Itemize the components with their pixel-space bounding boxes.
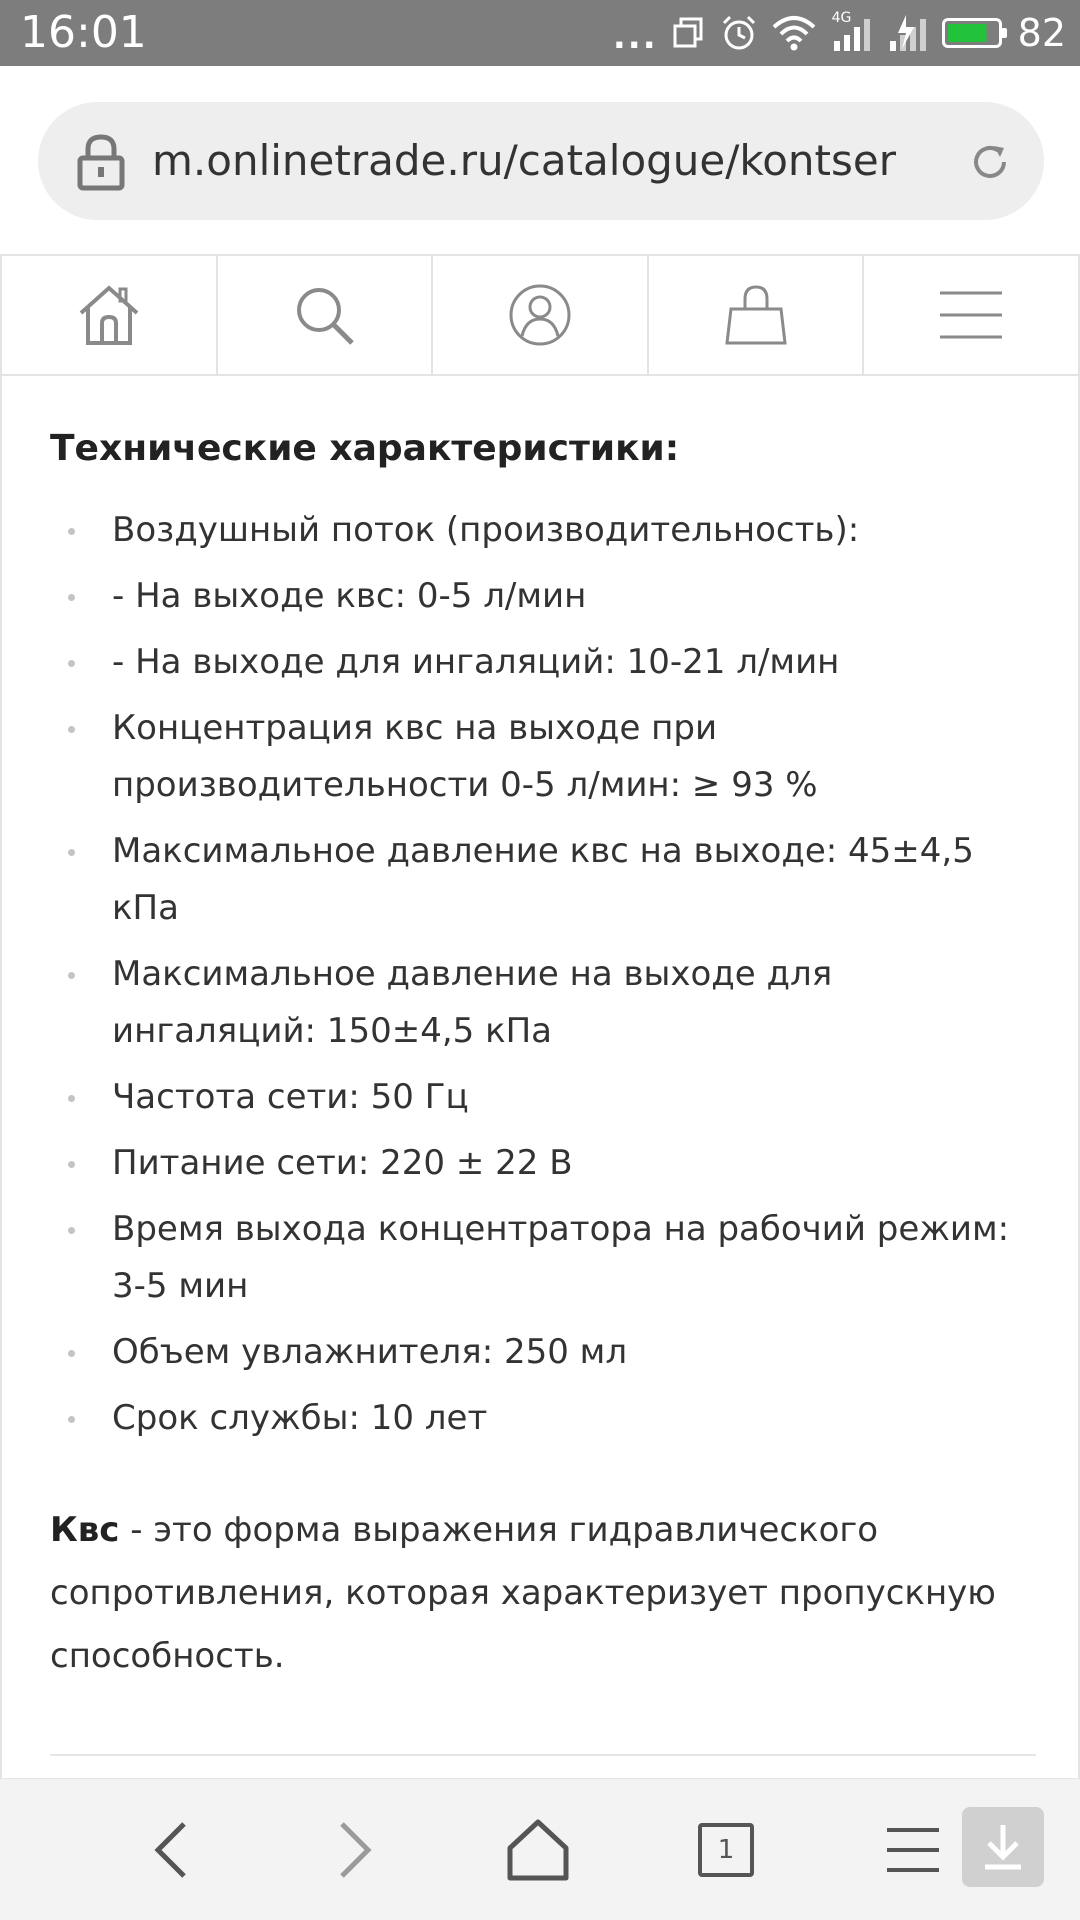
cellular-signal-2-icon (886, 13, 928, 53)
chevron-right-icon (336, 1820, 376, 1880)
forward-button[interactable] (306, 1779, 406, 1920)
spec-item (2, 634, 1032, 691)
browser-toolbar (0, 1778, 1080, 1920)
bullet-icon (68, 1161, 75, 1168)
battery-icon (942, 18, 1002, 48)
battery-fill (948, 24, 987, 42)
spec-item (2, 700, 1032, 814)
specs-list (2, 502, 1032, 1456)
home-button[interactable] (488, 1779, 588, 1920)
spec-text: - На выходе для ингаляций: 10-21 л/мин (112, 642, 840, 682)
spec-item (2, 568, 1032, 625)
tabs-button[interactable] (676, 1779, 776, 1920)
nav-search[interactable] (218, 256, 434, 374)
wifi-icon (772, 15, 816, 51)
kvs-definition: - это форма выражения гидравлического сопротивления, которая характеризует пропускную способность. (50, 1510, 996, 1676)
status-bar (0, 0, 1080, 66)
address-bar-area (0, 66, 1080, 254)
bag-icon (723, 283, 789, 347)
spec-text: Срок службы: 10 лет (112, 1398, 488, 1438)
page-content (0, 376, 1080, 1778)
kvs-term: Квс (50, 1510, 120, 1550)
spec-item (2, 946, 1032, 1060)
nav-cart[interactable] (649, 256, 865, 374)
status-icons (613, 0, 1066, 66)
status-time: 16:01 (20, 7, 147, 58)
spec-text: Воздушный поток (производительность): (112, 510, 860, 550)
address-bar[interactable] (38, 102, 1044, 220)
alarm-icon (720, 14, 758, 52)
reload-icon[interactable] (970, 142, 1010, 182)
spec-text: Питание сети: 220 ± 22 В (112, 1143, 573, 1183)
tab-count: 1 (698, 1823, 754, 1877)
hamburger-icon (885, 1826, 941, 1874)
content-divider (50, 1754, 1036, 1756)
nav-menu[interactable] (864, 256, 1080, 374)
battery-percent: 82 (1017, 11, 1066, 55)
bullet-icon (68, 594, 75, 601)
spec-text: Время выхода концентратора на рабочий режим: 3-5 мин (112, 1209, 1010, 1306)
spec-text: Объем увлажнителя: 250 мл (112, 1332, 628, 1372)
spec-text: Максимальное давление на выходе для ингаляций: 150±4,5 кПа (112, 954, 833, 1051)
nav-account[interactable] (433, 256, 649, 374)
spec-item (2, 1069, 1032, 1126)
url-text[interactable]: m.onlinetrade.ru/catalogue/kontser (152, 136, 897, 185)
home-icon (76, 283, 142, 347)
spec-text: Максимальное давление квс на выходе: 45±4,5 кПа (112, 831, 974, 928)
nav-home[interactable] (0, 256, 218, 374)
network-type-label: 4G (831, 10, 852, 26)
bullet-icon (68, 972, 75, 979)
user-icon (508, 283, 572, 347)
bullet-icon (68, 726, 75, 733)
spec-item (2, 1201, 1032, 1315)
copy-icon (672, 16, 706, 50)
spec-item (2, 1324, 1032, 1381)
bullet-icon (68, 1416, 75, 1423)
search-icon (292, 283, 356, 347)
spec-item (2, 823, 1032, 937)
download-icon (981, 1823, 1025, 1871)
bullet-icon (68, 1227, 75, 1234)
menu-button[interactable] (868, 1779, 958, 1920)
menu-icon (938, 289, 1004, 341)
spec-text: - На выходе квс: 0-5 л/мин (112, 576, 587, 616)
spec-item (2, 1135, 1032, 1192)
spec-item (2, 502, 1032, 559)
kvs-note (50, 1499, 1030, 1688)
bullet-icon (68, 528, 75, 535)
bullet-icon (68, 849, 75, 856)
spec-text: Частота сети: 50 Гц (112, 1077, 469, 1117)
cellular-signal-icon (830, 10, 872, 53)
lock-icon (74, 132, 128, 192)
home-outline-icon (506, 1818, 570, 1882)
chevron-left-icon (150, 1820, 190, 1880)
spec-text: Концентрация квс на выходе при производительности 0-5 л/мин: ≥ 93 % (112, 708, 818, 805)
bullet-icon (68, 1095, 75, 1102)
spec-item (2, 1390, 1032, 1447)
specs-title: Технические характеристики: (50, 428, 680, 469)
download-button[interactable] (962, 1807, 1044, 1887)
more-notifications-icon: ... (612, 17, 658, 57)
back-button[interactable] (120, 1779, 220, 1920)
bullet-icon (68, 1350, 75, 1357)
bullet-icon (68, 660, 75, 667)
site-navigation (0, 254, 1080, 376)
